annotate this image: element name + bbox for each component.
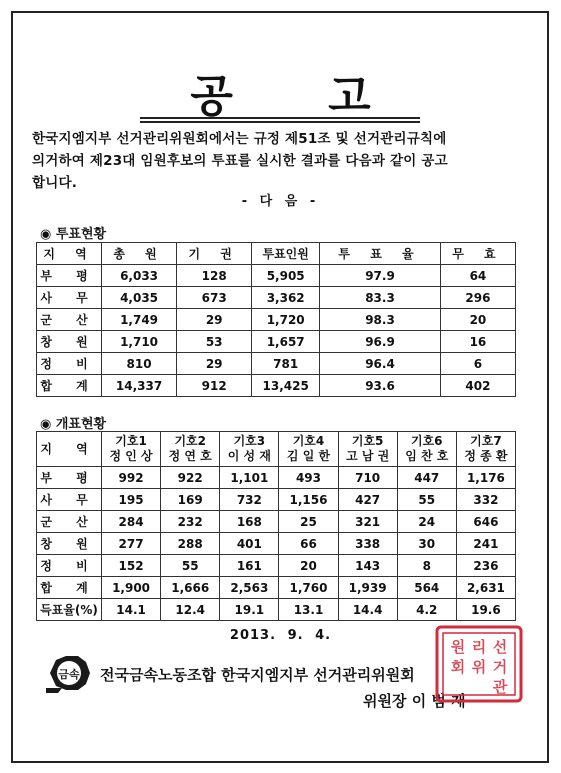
intro-line-2: 의거하여 제23대 임원후보의 투표를 실시한 결과를 다음과 같이 공고 [32, 153, 448, 169]
count-value-cell: 1,156 [279, 489, 338, 511]
count-value-cell: 447 [397, 467, 456, 489]
count-value-cell: 195 [102, 489, 161, 511]
organization-name: 전국금속노동조합 한국지엠지부 선거관리위원회 [100, 666, 415, 684]
voting-header-invalid: 무 효 [440, 243, 515, 265]
svg-text:선: 선 [492, 638, 508, 656]
count-region-cell: 창 원 [37, 533, 102, 555]
count-value-cell: 732 [220, 489, 279, 511]
voting-value-cell: 673 [177, 287, 252, 309]
voting-value-cell: 6 [440, 353, 515, 375]
count-value-cell: 19.1 [220, 599, 279, 621]
candidate-header [161, 432, 220, 467]
voting-table-body [37, 265, 516, 397]
count-row [37, 577, 516, 599]
candidate-number: 기호6 [411, 434, 443, 448]
svg-text:관: 관 [492, 678, 508, 696]
count-header-row [37, 432, 516, 467]
candidate-header [338, 432, 397, 467]
voting-row [37, 287, 516, 309]
voting-value-cell: 98.3 [320, 309, 441, 331]
candidate-number: 기호7 [470, 434, 502, 448]
count-row [37, 489, 516, 511]
voting-region-cell: 합 계 [37, 375, 102, 397]
count-row [37, 467, 516, 489]
count-header-region: 지 역 [37, 432, 102, 467]
count-value-cell: 55 [161, 555, 220, 577]
count-value-cell: 161 [220, 555, 279, 577]
svg-text:회: 회 [450, 658, 466, 676]
count-value-cell: 55 [397, 489, 456, 511]
voting-header-region: 지 역 [37, 243, 102, 265]
voting-value-cell: 296 [440, 287, 515, 309]
count-region-cell: 사 무 [37, 489, 102, 511]
voting-value-cell: 93.6 [320, 375, 441, 397]
candidate-number: 기호1 [115, 434, 147, 448]
candidate-header [279, 432, 338, 467]
svg-text:위: 위 [471, 658, 487, 676]
voting-header-abstain: 기 권 [177, 243, 252, 265]
count-value-cell: 25 [279, 511, 338, 533]
count-value-cell: 1,176 [456, 467, 515, 489]
voting-value-cell: 64 [440, 265, 515, 287]
voting-value-cell: 3,362 [252, 287, 320, 309]
voting-value-cell: 4,035 [102, 287, 177, 309]
count-value-cell: 168 [220, 511, 279, 533]
count-value-cell: 14.4 [338, 599, 397, 621]
count-value-cell: 338 [338, 533, 397, 555]
count-table-body [37, 467, 516, 621]
candidate-name: 임 찬 호 [405, 449, 449, 463]
count-value-cell: 321 [338, 511, 397, 533]
voting-value-cell: 96.4 [320, 353, 441, 375]
voting-value-cell: 13,425 [252, 375, 320, 397]
count-value-cell: 922 [161, 467, 220, 489]
count-row [37, 555, 516, 577]
voting-value-cell: 97.9 [320, 265, 441, 287]
count-value-cell: 143 [338, 555, 397, 577]
svg-text:금속: 금속 [58, 668, 80, 681]
svg-text:거: 거 [492, 658, 508, 676]
count-value-cell: 493 [279, 467, 338, 489]
voting-header-voters: 투표인원 [252, 243, 320, 265]
candidate-header [220, 432, 279, 467]
voting-header-row [37, 243, 516, 265]
count-value-cell: 4.2 [397, 599, 456, 621]
candidate-number: 기호4 [292, 434, 325, 448]
voting-row [37, 375, 516, 397]
count-value-cell: 427 [338, 489, 397, 511]
voting-value-cell: 16 [440, 331, 515, 353]
title-underline-double [140, 121, 420, 123]
voting-row [37, 265, 516, 287]
count-region-cell: 합 계 [37, 577, 102, 599]
union-logo-icon [44, 652, 94, 694]
voting-value-cell: 1,720 [252, 309, 320, 331]
subheading: - 다 음 - [241, 194, 320, 209]
voting-row [37, 331, 516, 353]
candidate-number: 기호5 [351, 434, 384, 448]
candidate-number: 기호2 [174, 434, 206, 448]
voting-value-cell: 402 [440, 375, 515, 397]
count-value-cell: 8 [397, 555, 456, 577]
voting-value-cell: 810 [102, 353, 177, 375]
title-underline [140, 117, 420, 119]
voting-table [36, 242, 516, 397]
candidate-header [102, 432, 161, 467]
count-value-cell: 284 [102, 511, 161, 533]
candidate-name: 이 성 재 [227, 449, 271, 463]
voting-region-cell: 군 산 [37, 309, 102, 331]
voting-value-cell: 53 [177, 331, 252, 353]
voting-header-total: 총 원 [102, 243, 177, 265]
voting-row [37, 309, 516, 331]
count-value-cell: 1,939 [338, 577, 397, 599]
voting-region-cell: 창 원 [37, 331, 102, 353]
candidate-name: 정 인 상 [109, 449, 153, 463]
voting-value-cell: 1,710 [102, 331, 177, 353]
candidate-name: 정 연 호 [168, 449, 212, 463]
voting-section-title: ◉ 투표현황 [40, 227, 107, 242]
intro-line-1: 한국지엠지부 선거관리위원회에서는 규정 제51조 및 선거관리규칙에 [32, 131, 447, 147]
voting-value-cell: 14,337 [102, 375, 177, 397]
count-value-cell: 169 [161, 489, 220, 511]
voting-value-cell: 1,657 [252, 331, 320, 353]
voting-value-cell: 128 [177, 265, 252, 287]
notice-title: 공 고 [190, 71, 411, 122]
count-region-cell: 군 산 [37, 511, 102, 533]
count-value-cell: 646 [456, 511, 515, 533]
voting-value-cell: 29 [177, 309, 252, 331]
count-value-cell: 1,760 [279, 577, 338, 599]
count-value-cell: 564 [397, 577, 456, 599]
voting-region-cell: 정 비 [37, 353, 102, 375]
count-value-cell: 1,101 [220, 467, 279, 489]
candidate-name: 고 남 권 [346, 449, 390, 463]
count-value-cell: 1,900 [102, 577, 161, 599]
count-value-cell: 13.1 [279, 599, 338, 621]
svg-text:리: 리 [471, 638, 487, 656]
count-value-cell: 277 [102, 533, 161, 555]
voting-value-cell: 29 [177, 353, 252, 375]
count-value-cell: 332 [456, 489, 515, 511]
voting-value-cell: 6,033 [102, 265, 177, 287]
count-value-cell: 24 [397, 511, 456, 533]
count-value-cell: 20 [279, 555, 338, 577]
voting-value-cell: 20 [440, 309, 515, 331]
intro-line-3: 합니다. [32, 175, 78, 191]
voting-value-cell: 96.9 [320, 331, 441, 353]
count-table [36, 431, 516, 621]
voting-value-cell: 1,749 [102, 309, 177, 331]
count-value-cell: 288 [161, 533, 220, 555]
chairman-name: 위원장 이 범 재 [363, 692, 466, 710]
count-value-cell: 19.6 [456, 599, 515, 621]
count-region-cell: 득표율(%) [37, 599, 102, 621]
svg-text:원: 원 [450, 638, 466, 656]
count-value-cell: 236 [456, 555, 515, 577]
candidate-header [456, 432, 515, 467]
official-seal-icon [434, 624, 524, 704]
count-value-cell: 14.1 [102, 599, 161, 621]
count-region-cell: 정 비 [37, 555, 102, 577]
count-value-cell: 1,666 [161, 577, 220, 599]
candidate-number: 기호3 [233, 434, 266, 448]
count-value-cell: 992 [102, 467, 161, 489]
count-row [37, 599, 516, 621]
voting-region-cell: 사 무 [37, 287, 102, 309]
count-value-cell: 66 [279, 533, 338, 555]
count-value-cell: 30 [397, 533, 456, 555]
intro-paragraph [32, 128, 532, 194]
count-value-cell: 152 [102, 555, 161, 577]
notice-date: 2013. 9. 4. [229, 628, 332, 643]
count-value-cell: 241 [456, 533, 515, 555]
count-value-cell: 2,631 [456, 577, 515, 599]
count-value-cell: 12.4 [161, 599, 220, 621]
voting-region-cell: 부 평 [37, 265, 102, 287]
voting-value-cell: 912 [177, 375, 252, 397]
count-value-cell: 2,563 [220, 577, 279, 599]
count-section-title: ◉ 개표현황 [40, 417, 107, 432]
voting-value-cell: 781 [252, 353, 320, 375]
count-region-cell: 부 평 [37, 467, 102, 489]
count-row [37, 511, 516, 533]
candidate-header [397, 432, 456, 467]
voting-header-rate: 투 표 율 [320, 243, 441, 265]
count-value-cell: 401 [220, 533, 279, 555]
count-row [37, 533, 516, 555]
voting-value-cell: 5,905 [252, 265, 320, 287]
candidate-name: 김 일 한 [286, 449, 331, 463]
voting-value-cell: 83.3 [320, 287, 441, 309]
voting-row [37, 353, 516, 375]
candidate-name: 정 종 환 [464, 449, 508, 463]
count-value-cell: 232 [161, 511, 220, 533]
count-value-cell: 710 [338, 467, 397, 489]
